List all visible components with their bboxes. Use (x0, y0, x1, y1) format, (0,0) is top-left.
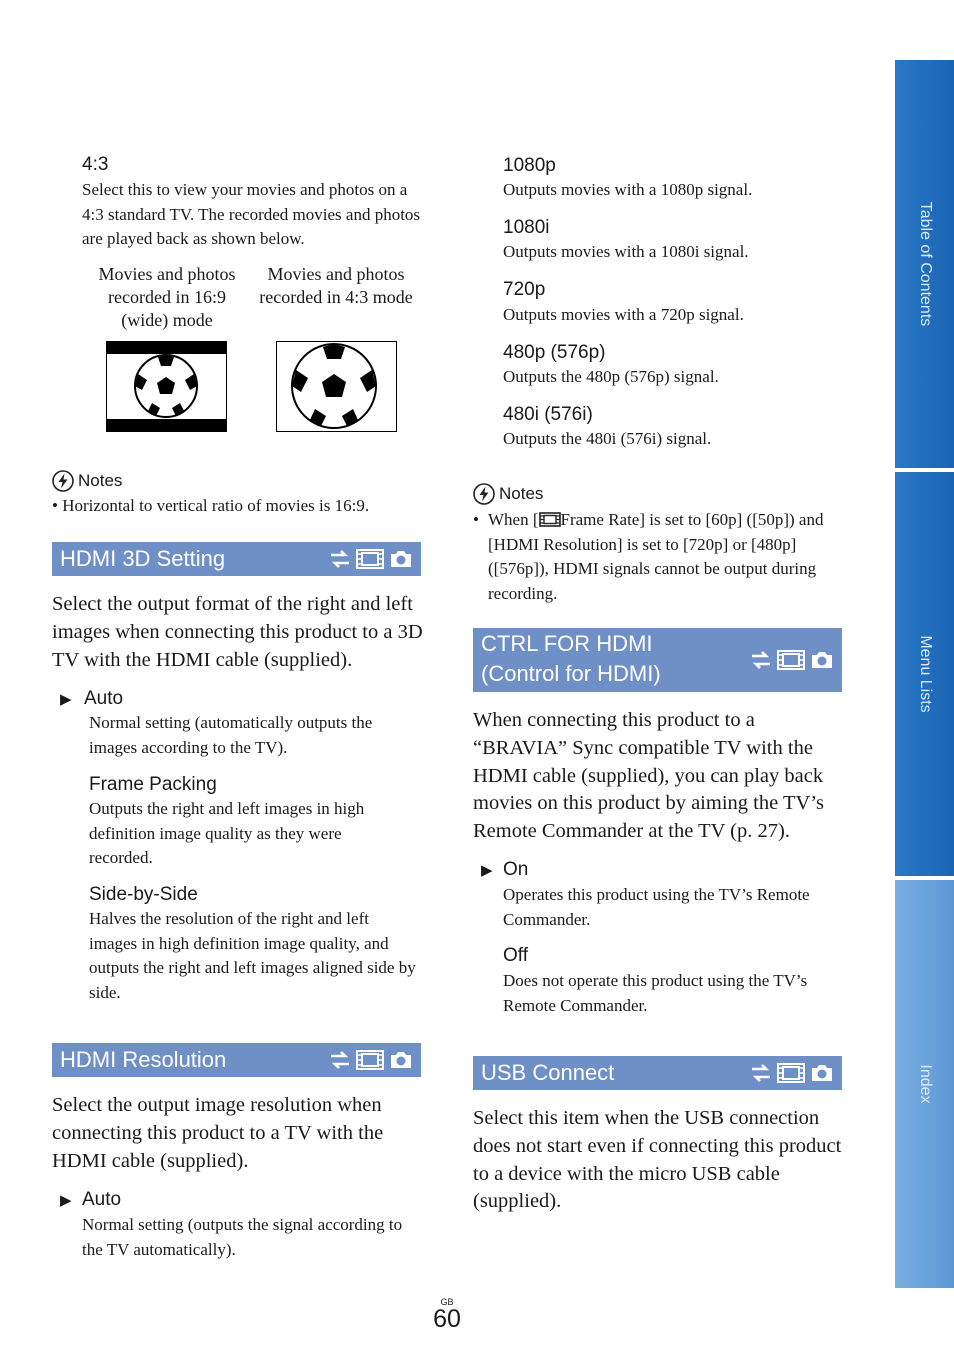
option-title: Frame Packing (89, 774, 217, 795)
note-text-end: Frame Rate] is set to [60p] ([50p]) and [HDMI Resolution] is set to [720p] or [480p] ([576p]), HDMI signals cannot be output during recording. (488, 510, 824, 603)
full-frame-ball-illustration (276, 341, 397, 432)
section-title: USB Connect (481, 1060, 615, 1085)
option-title: 1080p (503, 155, 556, 176)
note-text: Horizontal to vertical ratio of movies is 16:9. (62, 496, 370, 515)
movie-icon (777, 650, 805, 670)
option-description: Outputs the right and left images in high definition image quality as they were recorded. (89, 799, 365, 867)
option-description: Normal setting (outputs the signal according to the TV automatically). (82, 1215, 403, 1259)
sidebar-tab-table-of-contents[interactable] (895, 60, 954, 468)
option-label: Auto (82, 1189, 122, 1210)
option-label: On (503, 859, 529, 880)
playback-mode-icon (750, 651, 772, 669)
notes-label: Notes (78, 471, 123, 490)
option-title: 720p (503, 279, 546, 300)
default-marker-icon: ▶ (60, 1192, 72, 1209)
bullet-dot: • (52, 496, 63, 515)
section-title: HDMI 3D Setting (60, 546, 226, 571)
option-description: Does not operate this product using the TV’s Remote Commander. (503, 971, 808, 1015)
default-option-title (481, 858, 528, 883)
notes-heading (473, 483, 543, 505)
sidebar-tab-index[interactable] (895, 880, 954, 1288)
option-description: Outputs the 480p (576p) signal. (503, 367, 719, 386)
option-title: 480i (576i) (503, 404, 593, 425)
default-marker-icon: ▶ (481, 862, 493, 879)
mode-icons (750, 1063, 834, 1083)
option-title: Side-by-Side (89, 884, 198, 905)
photo-icon (389, 549, 413, 569)
movie-frame-rate-icon (539, 512, 561, 527)
section-header-hdmi-3d (52, 542, 421, 576)
photo-icon (810, 650, 834, 670)
section-intro: Select the output image resolution when connecting this product to a TV with the HDMI cable (supplied). (52, 1094, 384, 1172)
region-code: GB (440, 1297, 454, 1307)
option-title: 480p (576p) (503, 342, 606, 363)
sidebar-tab-label: Index (916, 1064, 934, 1104)
option-title: 1080i (503, 217, 550, 238)
photo-icon (389, 1050, 413, 1070)
movie-icon (777, 1063, 805, 1083)
note-item (473, 508, 835, 606)
section-header-usb-connect (473, 1056, 842, 1090)
playback-mode-icon (750, 1064, 772, 1082)
option-description: Outputs movies with a 1080p signal. (503, 180, 753, 199)
sidebar-tab-label: Menu Lists (916, 635, 934, 713)
photo-icon (810, 1063, 834, 1083)
option-description: Outputs movies with a 1080i signal. (503, 242, 749, 261)
section-intro: When connecting this product to a “BRAVIA” Sync compatible TV with the HDMI cable (supplied), you can play back movies on this product by aiming the TV’s Remote Commander at the TV (p. 27). (473, 709, 824, 843)
note-item (52, 494, 412, 519)
bullet-dot: • (473, 510, 479, 529)
playback-mode-icon (329, 1051, 351, 1069)
default-option-title (60, 1188, 121, 1213)
mode-icons (329, 549, 413, 569)
option-description: Outputs the 480i (576i) signal. (503, 429, 712, 448)
default-option-title (60, 687, 123, 712)
option-description: Normal setting (automatically outputs the images according to the TV). (89, 713, 373, 757)
section-intro: Select this item when the USB connection does not start even if connecting this product to a device with the micro USB cable (supplied). (473, 1107, 842, 1213)
playback-mode-icon (329, 550, 351, 568)
notes-heading (52, 470, 122, 492)
section-title: HDMI Resolution (60, 1047, 227, 1072)
page-number: 60 (433, 1305, 461, 1333)
caption-16-9: Movies and photos recorded in 16:9 (wide) mode (98, 264, 236, 330)
section-title-line2: (Control for HDMI) (481, 661, 661, 686)
notes-label: Notes (499, 484, 544, 503)
option-title: 4:3 (82, 154, 109, 175)
default-marker-icon: ▶ (60, 691, 72, 708)
mode-icons (329, 1050, 413, 1070)
section-title-line1: CTRL FOR HDMI (481, 631, 653, 656)
notes-icon (52, 470, 74, 492)
option-description: Operates this product using the TV’s Remote Commander. (503, 885, 810, 929)
option-label: Auto (84, 688, 124, 709)
section-header-ctrl-for-hdmi (473, 628, 842, 692)
option-description: Select this to view your movies and photos on a 4:3 standard TV. The recorded movies and photos are played back as shown below. (82, 180, 421, 248)
option-title: Off (503, 945, 528, 966)
note-text-start: When [ (488, 510, 539, 529)
option-description: Halves the resolution of the right and left images in high definition image quality, and outputs the right and left images aligned side by side. (89, 909, 416, 1002)
mode-icons (750, 650, 834, 670)
sidebar-tab-label: Table of Contents (916, 201, 934, 327)
option-description: Outputs movies with a 720p signal. (503, 305, 744, 324)
notes-icon (473, 483, 495, 505)
section-header-hdmi-resolution (52, 1043, 421, 1077)
section-intro: Select the output format of the right and left images when connecting this product to a 3D TV with the HDMI cable (supplied). (52, 593, 423, 671)
caption-4-3: Movies and photos recorded in 4:3 mode (259, 264, 413, 307)
movie-icon (356, 549, 384, 569)
movie-icon (356, 1050, 384, 1070)
letterbox-ball-illustration (106, 341, 227, 432)
sidebar-tab-menu-lists[interactable] (895, 472, 954, 876)
